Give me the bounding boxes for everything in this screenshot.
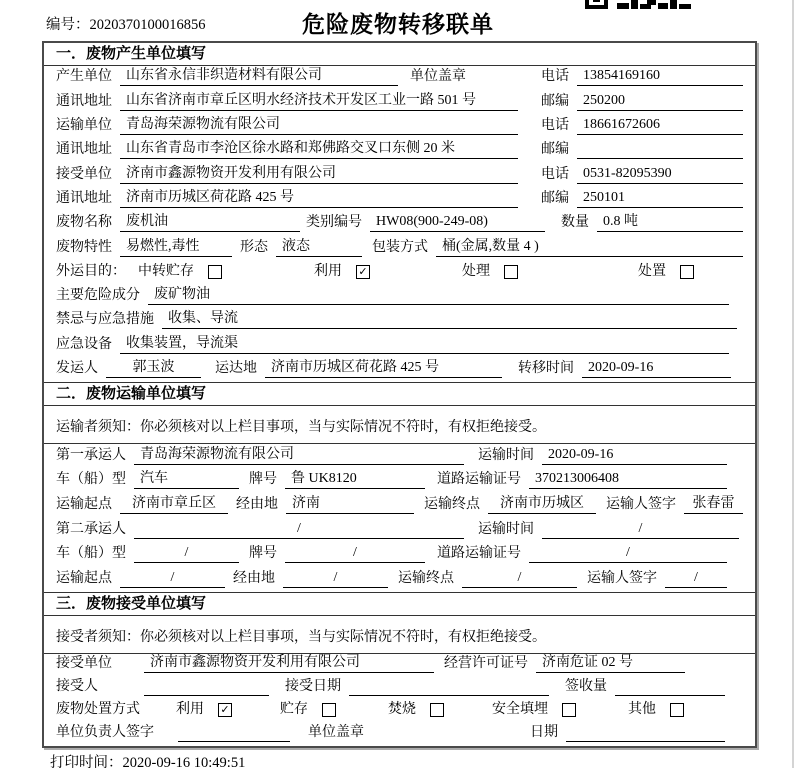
waste-name-label: 废物名称 bbox=[56, 215, 112, 231]
receiver-zip-label: 邮编 bbox=[541, 190, 569, 206]
receiver-phone-label: 电话 bbox=[541, 166, 569, 182]
disposal-other-label: 其他 bbox=[628, 702, 656, 717]
row-transporter bbox=[44, 115, 755, 139]
carrier-signature-2-label: 运输人签字 bbox=[587, 571, 657, 587]
row-waste-name bbox=[44, 212, 755, 236]
road-permit-value: 370213006408 bbox=[529, 470, 727, 489]
disposal-method-label: 废物处置方式 bbox=[56, 702, 140, 717]
disposal-store-label: 贮存 bbox=[280, 702, 308, 717]
transporter-phone-value: 18661672606 bbox=[577, 116, 743, 135]
row-transporter-address bbox=[44, 139, 755, 163]
row-producer bbox=[44, 66, 755, 90]
route-start-2-value: / bbox=[120, 569, 225, 588]
row-waste-props bbox=[44, 236, 755, 260]
row-vehicle-1 bbox=[44, 469, 755, 494]
second-carrier-value: / bbox=[134, 520, 464, 539]
taboo-measures-label: 禁忌与应急措施 bbox=[56, 312, 154, 328]
road-permit-label: 道路运输证号 bbox=[437, 472, 521, 488]
license-label: 经营许可证号 bbox=[444, 656, 528, 671]
producer-label: 产生单位 bbox=[56, 69, 112, 85]
carrier-signature-value: 张春雷 bbox=[684, 495, 743, 514]
section-producer-header: 一．废物产生单位填写 bbox=[44, 43, 755, 66]
disposal-other-checkbox bbox=[670, 703, 684, 717]
first-carrier-value: 青岛海荣源物流有限公司 bbox=[134, 446, 464, 465]
accepting-unit-value: 济南市鑫源物资开发利用有限公司 bbox=[144, 654, 434, 673]
receiver-label: 接受单位 bbox=[56, 166, 112, 182]
row-vehicle-2 bbox=[44, 543, 755, 568]
transport-time-value: 2020-09-16 bbox=[542, 446, 727, 465]
receiver-address-label: 通讯地址 bbox=[56, 190, 112, 206]
vehicle-type-2-label: 车（船）型 bbox=[56, 546, 126, 562]
receiver-phone-value: 0531-82095390 bbox=[577, 165, 743, 184]
receiver-notice: 接受者须知：你必须核对以上栏目事项，当与实际情况不符时，有权拒绝接受。 bbox=[44, 616, 755, 654]
plate-2-label: 牌号 bbox=[249, 546, 277, 562]
disposal-incinerate-label: 焚烧 bbox=[388, 702, 416, 717]
sign-date-value bbox=[566, 725, 725, 742]
purpose-dispose-checkbox bbox=[680, 265, 694, 279]
accepting-unit-label: 接受单位 bbox=[56, 656, 112, 671]
company-seal-label: 单位盖章 bbox=[410, 69, 466, 85]
hazard-components-value: 废矿物油 bbox=[148, 286, 729, 305]
row-dispatch bbox=[44, 358, 755, 382]
row-responsible-signature bbox=[44, 723, 755, 746]
row-accepting-unit bbox=[44, 654, 755, 677]
producer-zip-label: 邮编 bbox=[541, 93, 569, 109]
destination-label: 运达地 bbox=[215, 361, 257, 377]
transporter-label: 运输单位 bbox=[56, 117, 112, 133]
sign-date-label: 日期 bbox=[530, 725, 558, 740]
route-start-value: 济南市章丘区 bbox=[120, 495, 228, 514]
license-value: 济南危证 02 号 bbox=[536, 654, 685, 673]
packing-value: 桶(金属,数量 4 ) bbox=[436, 238, 743, 257]
destination-value: 济南市历城区荷花路 425 号 bbox=[265, 359, 502, 378]
emergency-equipment-value: 收集装置，导流渠 bbox=[120, 335, 729, 354]
producer-zip-value: 250200 bbox=[577, 92, 743, 111]
road-permit-2-label: 道路运输证号 bbox=[437, 546, 521, 562]
transporter-zip-label: 邮编 bbox=[541, 142, 569, 158]
transporter-value: 青岛海荣源物流有限公司 bbox=[120, 116, 518, 135]
emergency-equipment-label: 应急设备 bbox=[56, 336, 112, 352]
disposal-utilize-label: 利用 bbox=[176, 702, 204, 717]
plate-2-value: / bbox=[285, 544, 425, 563]
row-receiver-address bbox=[44, 188, 755, 212]
transporter-phone-label: 电话 bbox=[541, 117, 569, 133]
purpose-treat-checkbox bbox=[504, 265, 518, 279]
row-disposal-method bbox=[44, 700, 755, 723]
waste-form-value: 液态 bbox=[276, 238, 362, 257]
print-time-line bbox=[50, 751, 245, 768]
producer-address-label: 通讯地址 bbox=[56, 93, 112, 109]
route-via-2-value: / bbox=[283, 569, 388, 588]
row-second-carrier bbox=[44, 518, 755, 543]
waste-name-value: 废机油 bbox=[120, 213, 300, 232]
waste-code-value: HW08(900-249-08) bbox=[370, 213, 545, 232]
waste-form-label: 形态 bbox=[240, 239, 268, 255]
accept-date-label: 接受日期 bbox=[285, 679, 341, 694]
taboo-measures-value: 收集、导流 bbox=[162, 310, 737, 329]
waste-code-label: 类别编号 bbox=[306, 215, 362, 231]
row-purpose bbox=[44, 261, 755, 285]
route-via-2-label: 经由地 bbox=[233, 571, 275, 587]
purpose-dispose-label: 处置 bbox=[638, 263, 666, 279]
purpose-label: 外运目的： bbox=[56, 263, 126, 279]
row-hazard-components bbox=[44, 285, 755, 309]
dispatcher-label: 发运人 bbox=[56, 361, 98, 377]
route-start-label: 运输起点 bbox=[56, 497, 112, 513]
road-permit-2-value: / bbox=[529, 544, 727, 563]
route-end-2-label: 运输终点 bbox=[398, 571, 454, 587]
row-taboo-measures bbox=[44, 309, 755, 333]
accept-date-value bbox=[349, 679, 549, 696]
row-first-carrier bbox=[44, 444, 755, 469]
carrier-signature-2-value: / bbox=[665, 569, 727, 588]
route-end-value: 济南市历城区 bbox=[488, 495, 596, 514]
route-via-label: 经由地 bbox=[236, 497, 278, 513]
row-producer-address bbox=[44, 90, 755, 114]
plate-value: 鲁 UK8120 bbox=[285, 470, 425, 489]
row-route-1 bbox=[44, 493, 755, 518]
transfer-time-value: 2020-09-16 bbox=[582, 359, 731, 378]
transport-time-2-value: / bbox=[542, 520, 739, 539]
disposal-incinerate-checkbox bbox=[430, 703, 444, 717]
purpose-utilize-label: 利用 bbox=[314, 263, 342, 279]
section-receiver bbox=[44, 592, 755, 746]
disposal-landfill-label: 安全填埋 bbox=[492, 702, 548, 717]
acceptor-label: 接受人 bbox=[56, 679, 98, 694]
row-receiver bbox=[44, 163, 755, 187]
serial-number: 2020370100016856 bbox=[89, 17, 206, 33]
plate-label: 牌号 bbox=[249, 472, 277, 488]
page-title: 危险废物转移联单 bbox=[302, 11, 494, 37]
purpose-utilize-checkbox: ✓ bbox=[356, 265, 370, 279]
row-acceptor bbox=[44, 677, 755, 700]
receiver-value: 济南市鑫源物资开发利用有限公司 bbox=[120, 165, 518, 184]
second-carrier-label: 第二承运人 bbox=[56, 521, 126, 537]
vehicle-type-2-value: / bbox=[134, 544, 239, 563]
transporter-zip-value bbox=[577, 142, 743, 159]
transporter-notice: 运输者须知：你必须核对以上栏目事项，当与实际情况不符时，有权拒绝接受。 bbox=[44, 406, 755, 444]
section-receiver-header: 三．废物接受单位填写 bbox=[44, 592, 755, 616]
carrier-signature-label: 运输人签字 bbox=[606, 497, 676, 513]
packing-label: 包装方式 bbox=[372, 239, 428, 255]
unit-seal-label: 单位盖章 bbox=[308, 725, 364, 740]
manifest-form bbox=[42, 41, 757, 748]
vehicle-type-value: 汽车 bbox=[134, 470, 239, 489]
transporter-address-value: 山东省青岛市李沧区徐水路和郑佛路交叉口东侧 20 米 bbox=[120, 140, 518, 159]
section-producer bbox=[44, 43, 755, 382]
route-end-label: 运输终点 bbox=[424, 497, 480, 513]
vehicle-type-label: 车（船）型 bbox=[56, 472, 126, 488]
hazard-components-label: 主要危险成分 bbox=[56, 288, 140, 304]
section-transporter bbox=[44, 382, 755, 592]
receiver-zip-value: 250101 bbox=[577, 189, 743, 208]
purpose-treat-label: 处理 bbox=[462, 263, 490, 279]
disposal-landfill-checkbox bbox=[562, 703, 576, 717]
producer-address-value: 山东省济南市章丘区明水经济技术开发区工业一路 501 号 bbox=[120, 92, 518, 111]
serial-label: 编号： bbox=[46, 17, 90, 33]
route-end-2-value: / bbox=[462, 569, 577, 588]
responsible-signature-label: 单位负责人签字 bbox=[56, 725, 154, 740]
waste-qty-label: 数量 bbox=[561, 215, 589, 231]
received-qty-label: 签收量 bbox=[565, 679, 607, 694]
route-start-2-label: 运输起点 bbox=[56, 571, 112, 587]
transfer-time-label: 转移时间 bbox=[518, 361, 574, 377]
acceptor-value bbox=[144, 679, 269, 696]
producer-value: 山东省永信非织造材料有限公司 bbox=[120, 67, 398, 86]
page-edge-line bbox=[792, 0, 794, 768]
transporter-address-label: 通讯地址 bbox=[56, 142, 112, 158]
print-time-value: 2020-09-16 10:49:51 bbox=[122, 755, 246, 768]
purpose-transfer-storage-label: 中转贮存 bbox=[138, 263, 194, 279]
waste-qty-value: 0.8 吨 bbox=[597, 213, 743, 232]
received-qty-value bbox=[615, 679, 725, 696]
transport-time-label: 运输时间 bbox=[478, 447, 534, 463]
row-route-2 bbox=[44, 567, 755, 592]
qr-code-partial-icon bbox=[585, 0, 691, 9]
responsible-signature-value bbox=[178, 725, 290, 742]
waste-props-value: 易燃性,毒性 bbox=[120, 238, 232, 257]
producer-phone-value: 13854169160 bbox=[577, 67, 743, 86]
producer-phone-label: 电话 bbox=[541, 69, 569, 85]
disposal-utilize-checkbox: ✓ bbox=[218, 703, 232, 717]
waste-props-label: 废物特性 bbox=[56, 239, 112, 255]
section-transporter-header: 二．废物运输单位填写 bbox=[44, 382, 755, 406]
route-via-value: 济南 bbox=[286, 495, 414, 514]
print-time-label: 打印时间： bbox=[50, 755, 123, 768]
disposal-store-checkbox bbox=[322, 703, 336, 717]
transport-time-2-label: 运输时间 bbox=[478, 521, 534, 537]
receiver-address-value: 济南市历城区荷花路 425 号 bbox=[120, 189, 518, 208]
purpose-transfer-storage-checkbox bbox=[208, 265, 222, 279]
first-carrier-label: 第一承运人 bbox=[56, 447, 126, 463]
row-emergency-equipment bbox=[44, 333, 755, 357]
dispatcher-value: 郭玉波 bbox=[106, 359, 201, 378]
